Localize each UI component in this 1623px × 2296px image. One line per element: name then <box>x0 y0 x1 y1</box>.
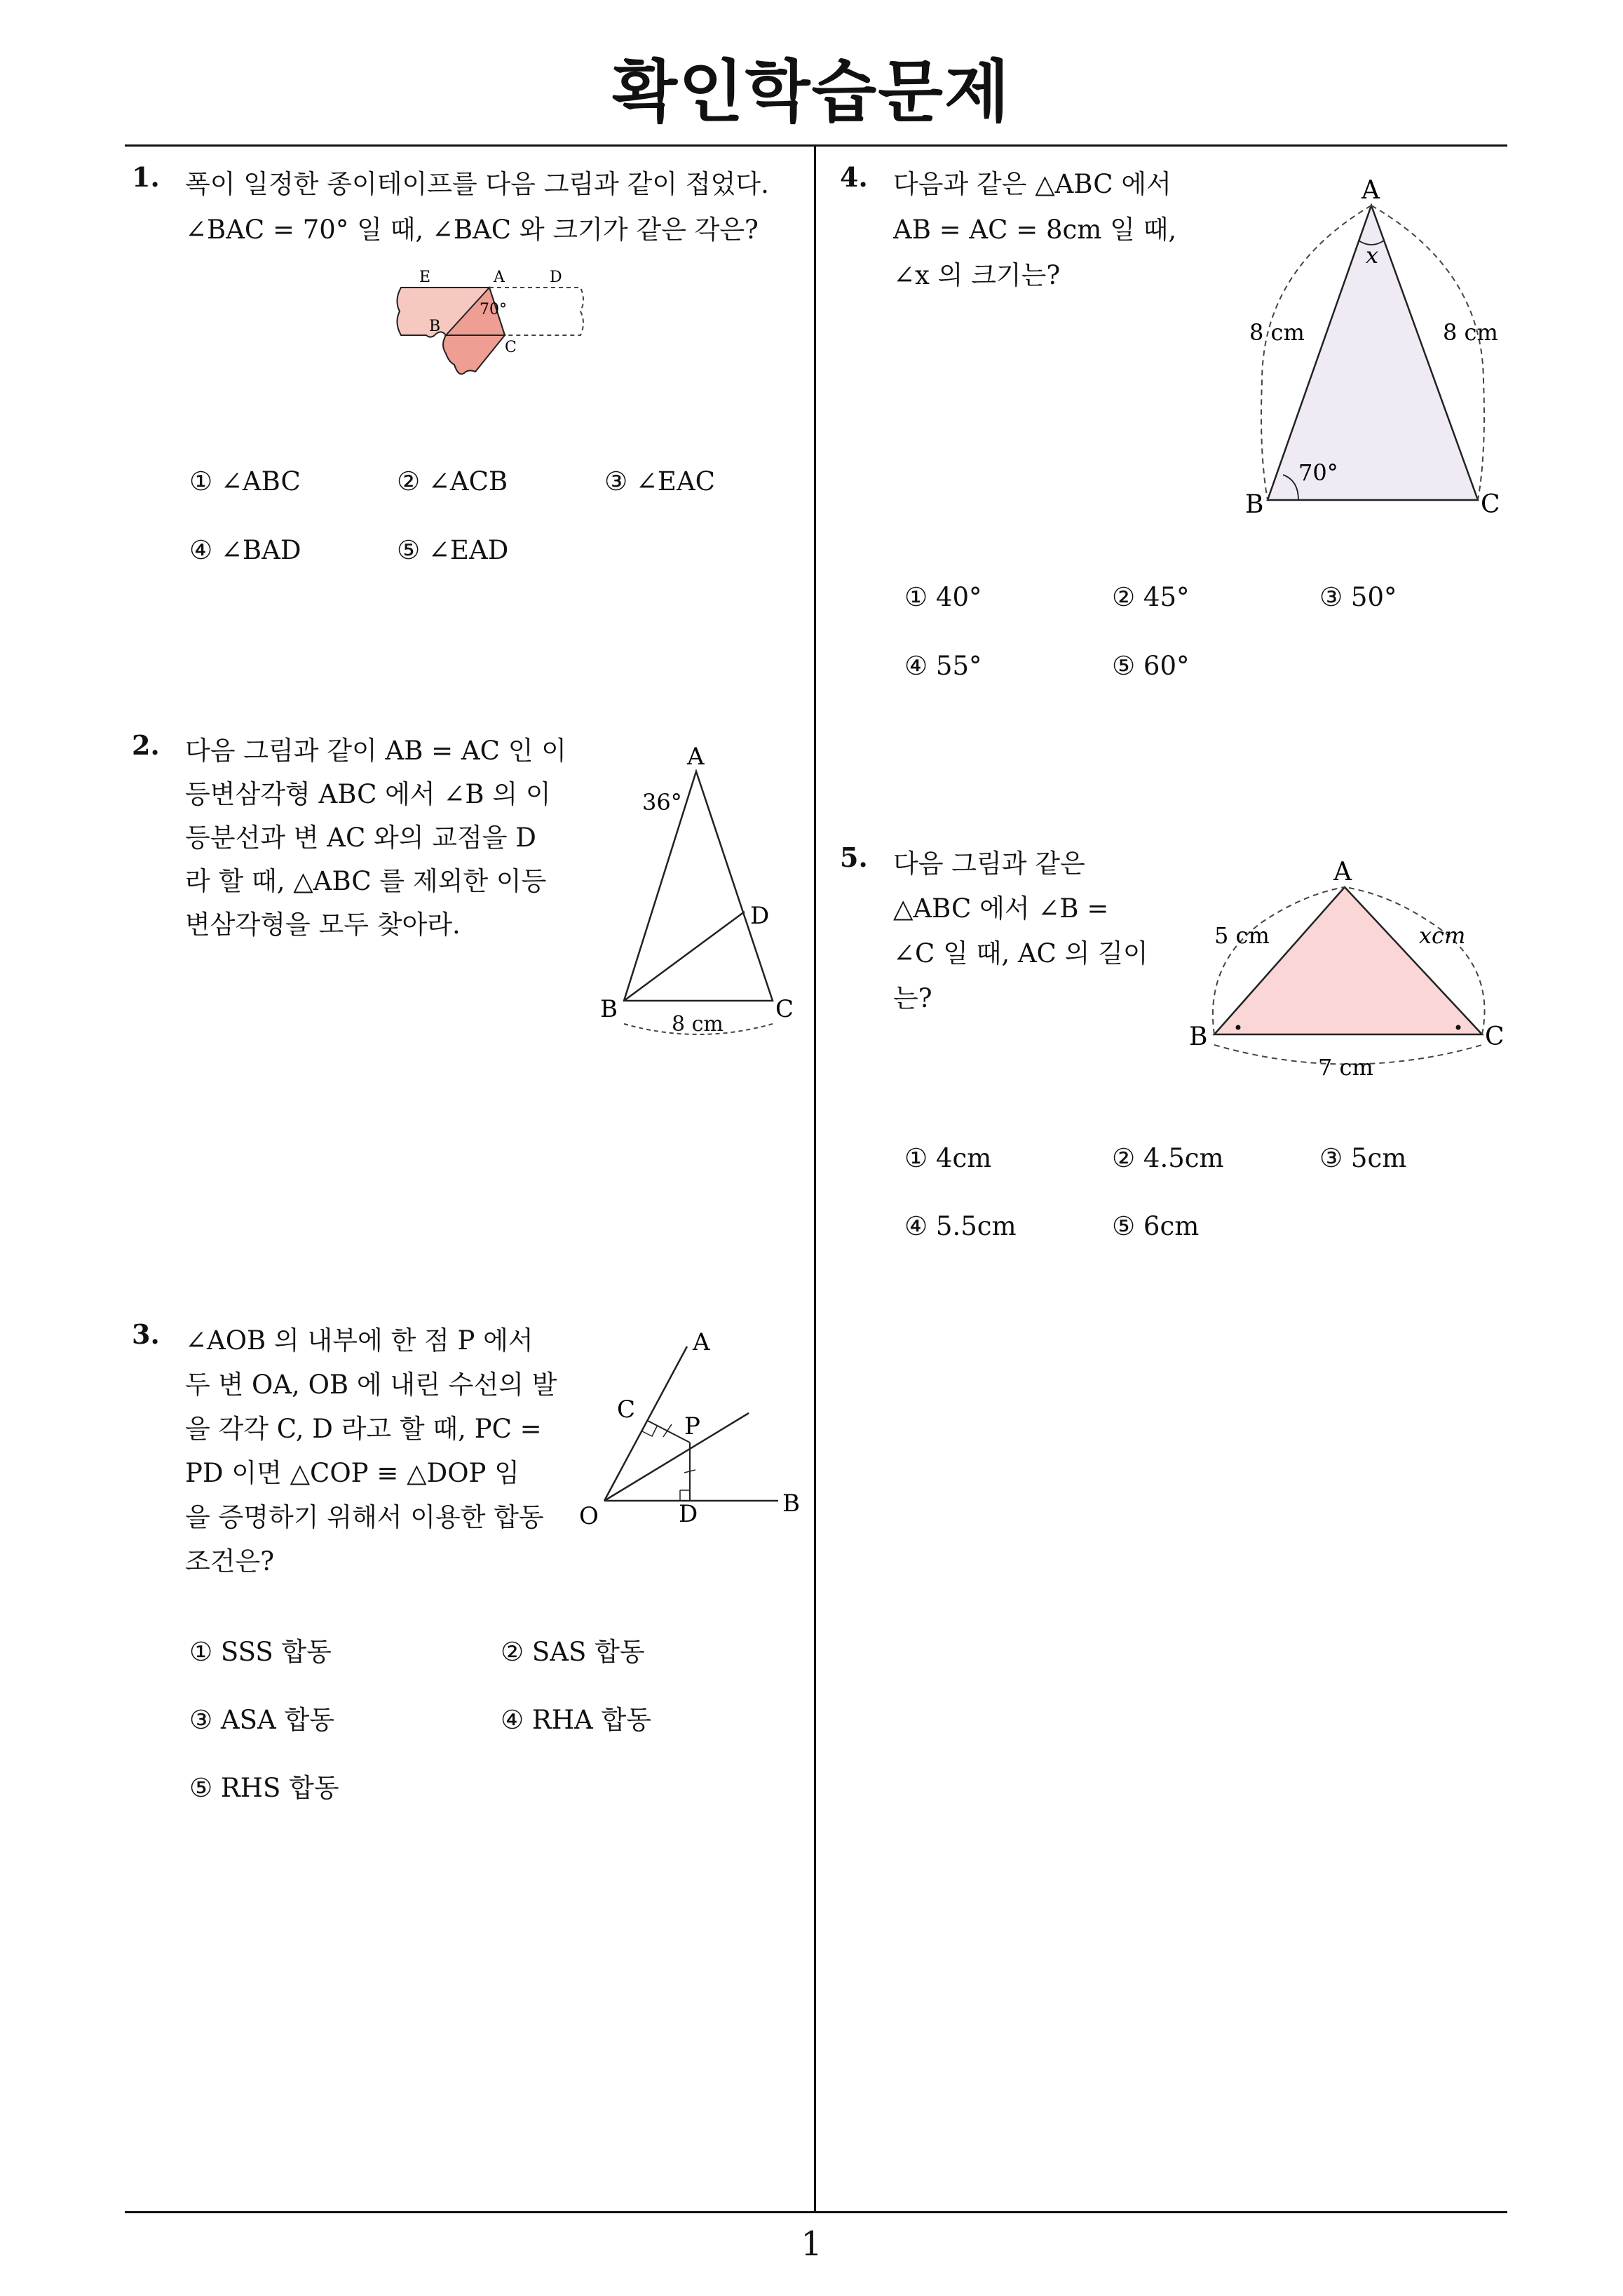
question-line: 을 증명하기 위해서 이용한 합동 <box>185 1502 544 1532</box>
question-line: 을 각각 C, D 라고 할 때, PC = <box>185 1414 542 1444</box>
question-line: 폭이 일정한 종이테이프를 다음 그림과 같이 접었다. <box>185 169 769 199</box>
label-A: A <box>1333 858 1352 886</box>
option[interactable]: ③ ∠EAC <box>604 466 715 497</box>
label-P: P <box>684 1412 700 1440</box>
label-A: A <box>693 1328 710 1356</box>
option[interactable]: ⑤ 6cm <box>1112 1211 1200 1241</box>
label-B: B <box>1245 490 1264 519</box>
option[interactable]: ③ 50° <box>1319 582 1397 612</box>
label-O: O <box>579 1502 599 1530</box>
label-C: C <box>1481 490 1500 519</box>
question-line: △ABC 에서 ∠B = <box>893 893 1109 924</box>
figure-folded-tape <box>393 266 603 393</box>
question-line: 조건은? <box>185 1546 275 1576</box>
option[interactable]: ③ 5cm <box>1319 1143 1407 1173</box>
top-rule <box>125 144 1507 147</box>
label-D: D <box>679 1500 698 1528</box>
option[interactable]: ① 4cm <box>904 1143 992 1173</box>
figure-isosceles-bisector <box>596 740 806 1041</box>
question-line: PD 이면 △COP ≡ △DOP 임 <box>185 1458 520 1488</box>
figure-angle-bisector-proof <box>575 1322 813 1539</box>
label-D: D <box>550 269 562 286</box>
label-left: 8 cm <box>1249 319 1305 346</box>
question-number: 5. <box>840 842 868 873</box>
option[interactable]: ② SAS 합동 <box>501 1637 645 1667</box>
label-A: A <box>494 269 505 286</box>
question-line: ∠AOB 의 내부에 한 점 P 에서 <box>185 1325 534 1356</box>
question-text <box>893 842 1148 1021</box>
label-C: C <box>775 995 794 1023</box>
page-number: 1 <box>801 2224 822 2264</box>
question-line: 다음 그림과 같은 <box>893 849 1085 879</box>
question-number: 1. <box>132 161 160 193</box>
question-line: 등분선과 변 AC 와의 교점을 D <box>185 823 536 853</box>
question-text <box>185 1318 557 1583</box>
label-x: x <box>1366 242 1379 269</box>
option[interactable]: ① SSS 합동 <box>189 1637 332 1667</box>
option[interactable]: ④ RHA 합동 <box>501 1705 652 1735</box>
label-right: 8 cm <box>1443 319 1498 346</box>
label-left: 5 cm <box>1214 922 1270 949</box>
option[interactable]: ① 40° <box>904 582 982 612</box>
label-angle: 70° <box>480 301 507 318</box>
label-B: B <box>782 1490 800 1518</box>
option[interactable]: ⑤ RHS 합동 <box>189 1773 339 1803</box>
question-line: 는? <box>893 983 932 1013</box>
label-C: C <box>1485 1022 1505 1051</box>
question-line: 두 변 OA, OB 에 내린 수선의 발 <box>185 1370 557 1400</box>
label-B: B <box>429 318 441 335</box>
label-E: E <box>419 269 431 286</box>
question-text <box>893 161 1176 298</box>
option[interactable]: ① ∠ABC <box>189 466 301 497</box>
label-right: xcm <box>1419 922 1466 949</box>
question-line: 라 할 때, △ABC 를 제외한 이등 <box>185 866 547 896</box>
label-B: B <box>1189 1022 1208 1051</box>
question-number: 3. <box>132 1318 160 1350</box>
label-C: C <box>617 1396 636 1424</box>
question-number: 2. <box>132 729 160 761</box>
label-B: B <box>600 995 618 1023</box>
label-angle: 70° <box>1298 459 1338 486</box>
figure-isosceles-x <box>1234 172 1507 529</box>
label-angle: 36° <box>642 789 682 816</box>
option[interactable]: ④ 55° <box>904 651 982 681</box>
question-line: ∠x 의 크기는? <box>893 260 1061 290</box>
option[interactable]: ④ 5.5cm <box>904 1211 1017 1241</box>
figure-triangle-bc <box>1185 852 1507 1090</box>
question-line: ∠BAC = 70° 일 때, ∠BAC 와 크기가 같은 각은? <box>185 215 759 245</box>
question-line: 등변삼각형 ABC 에서 ∠B 의 이 <box>185 779 551 809</box>
question-line: AB = AC = 8cm 일 때, <box>893 215 1177 245</box>
option[interactable]: ② 45° <box>1112 582 1190 612</box>
question-line: ∠C 일 때, AC 의 길이 <box>893 938 1148 968</box>
option[interactable]: ② ∠ACB <box>397 466 508 497</box>
option[interactable]: ④ ∠BAD <box>189 535 301 565</box>
label-A: A <box>1361 176 1380 205</box>
option[interactable]: ③ ASA 합동 <box>189 1705 334 1735</box>
question-line: 변삼각형을 모두 찾아라. <box>185 910 461 940</box>
option[interactable]: ⑤ 60° <box>1112 651 1190 681</box>
label-D: D <box>750 902 770 930</box>
question-line: 다음과 같은 △ABC 에서 <box>893 169 1172 199</box>
bottom-rule <box>125 2211 1507 2213</box>
option[interactable]: ⑤ ∠EAD <box>397 535 509 565</box>
question-text <box>185 729 566 947</box>
label-base: 7 cm <box>1318 1054 1373 1081</box>
label-base: 8 cm <box>672 1012 724 1036</box>
question-line: 다음 그림과 같이 AB = AC 인 이 <box>185 736 566 766</box>
question-text <box>185 161 769 252</box>
label-A: A <box>687 743 705 771</box>
label-C: C <box>505 339 517 356</box>
question-number: 4. <box>840 161 868 193</box>
page-title: 확인학습문제 <box>612 53 1011 131</box>
option[interactable]: ② 4.5cm <box>1112 1143 1224 1173</box>
column-divider <box>814 146 816 2212</box>
